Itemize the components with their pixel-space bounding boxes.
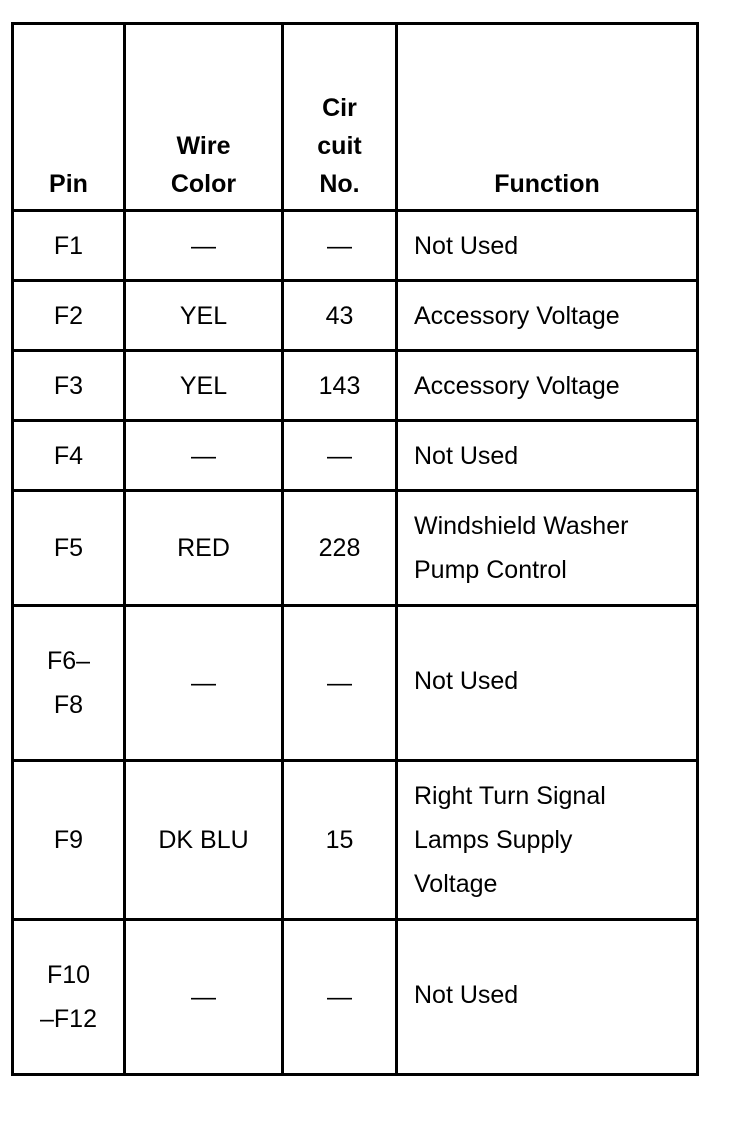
table-row xyxy=(13,211,698,281)
circuit-no-cell: 228 xyxy=(283,491,397,606)
header-wire-color-line-2: Color xyxy=(170,170,237,198)
header-circuit-no-line-3: No. xyxy=(319,170,360,198)
pin-cell: F4 xyxy=(13,421,125,491)
header-wire-color-line-1: Wire xyxy=(176,132,231,160)
function-cell xyxy=(397,281,698,351)
function-line: Accessory Voltage xyxy=(414,371,620,400)
wire-color-cell: — xyxy=(125,211,283,281)
wire-color-cell: — xyxy=(125,920,283,1075)
header-wire-color xyxy=(125,24,283,211)
pin-cell: F10 –F12 xyxy=(13,920,125,1075)
header-circuit-no xyxy=(283,24,397,211)
function-cell xyxy=(397,761,698,920)
wire-color-cell: DK BLU xyxy=(125,761,283,920)
circuit-no-cell: 43 xyxy=(283,281,397,351)
table-row xyxy=(13,421,698,491)
circuit-no-cell: 143 xyxy=(283,351,397,421)
header-pin-label: Pin xyxy=(49,170,88,198)
header-circuit-no-line-1: Cir xyxy=(322,94,357,122)
table-row xyxy=(13,351,698,421)
table-row xyxy=(13,606,698,761)
function-line: Not Used xyxy=(414,667,519,695)
pin-cell: F5 xyxy=(13,491,125,606)
function-line: Lamps Supply xyxy=(414,826,573,854)
function-cell xyxy=(397,491,698,606)
pin-cell: F6– F8 xyxy=(13,606,125,761)
circuit-no-cell: — xyxy=(283,606,397,761)
function-line: Right Turn Signal xyxy=(414,782,606,810)
header-function-label: Function xyxy=(494,170,600,198)
circuit-no-cell: 15 xyxy=(283,761,397,920)
function-line: Not Used xyxy=(414,441,519,470)
function-cell xyxy=(397,351,698,421)
function-line: Voltage xyxy=(414,870,498,898)
function-line: Not Used xyxy=(414,231,519,260)
header-pin xyxy=(13,24,125,211)
table-row xyxy=(13,920,698,1075)
function-cell xyxy=(397,421,698,491)
circuit-no-cell: — xyxy=(283,920,397,1075)
function-line: Pump Control xyxy=(414,556,567,584)
pin-cell: F9 xyxy=(13,761,125,920)
pin-cell: F2 xyxy=(13,281,125,351)
function-line: Not Used xyxy=(414,981,519,1009)
circuit-no-cell: — xyxy=(283,421,397,491)
header-circuit-no-line-2: cuit xyxy=(317,132,362,160)
wire-color-cell: YEL xyxy=(125,281,283,351)
pin-cell: F3 xyxy=(13,351,125,421)
table-row xyxy=(13,761,698,920)
table-row xyxy=(13,491,698,606)
wire-color-cell: — xyxy=(125,606,283,761)
table-row xyxy=(13,281,698,351)
function-cell xyxy=(397,606,698,761)
header-function xyxy=(397,24,698,211)
wire-color-cell: — xyxy=(125,421,283,491)
pin-function-table xyxy=(11,22,699,1076)
pin-cell: F1 xyxy=(13,211,125,281)
wire-color-cell: YEL xyxy=(125,351,283,421)
header-row xyxy=(13,24,698,211)
function-cell xyxy=(397,920,698,1075)
function-cell xyxy=(397,211,698,281)
wire-color-cell: RED xyxy=(125,491,283,606)
function-line: Accessory Voltage xyxy=(414,301,620,330)
circuit-no-cell: — xyxy=(283,211,397,281)
function-line: Windshield Washer xyxy=(414,512,629,540)
